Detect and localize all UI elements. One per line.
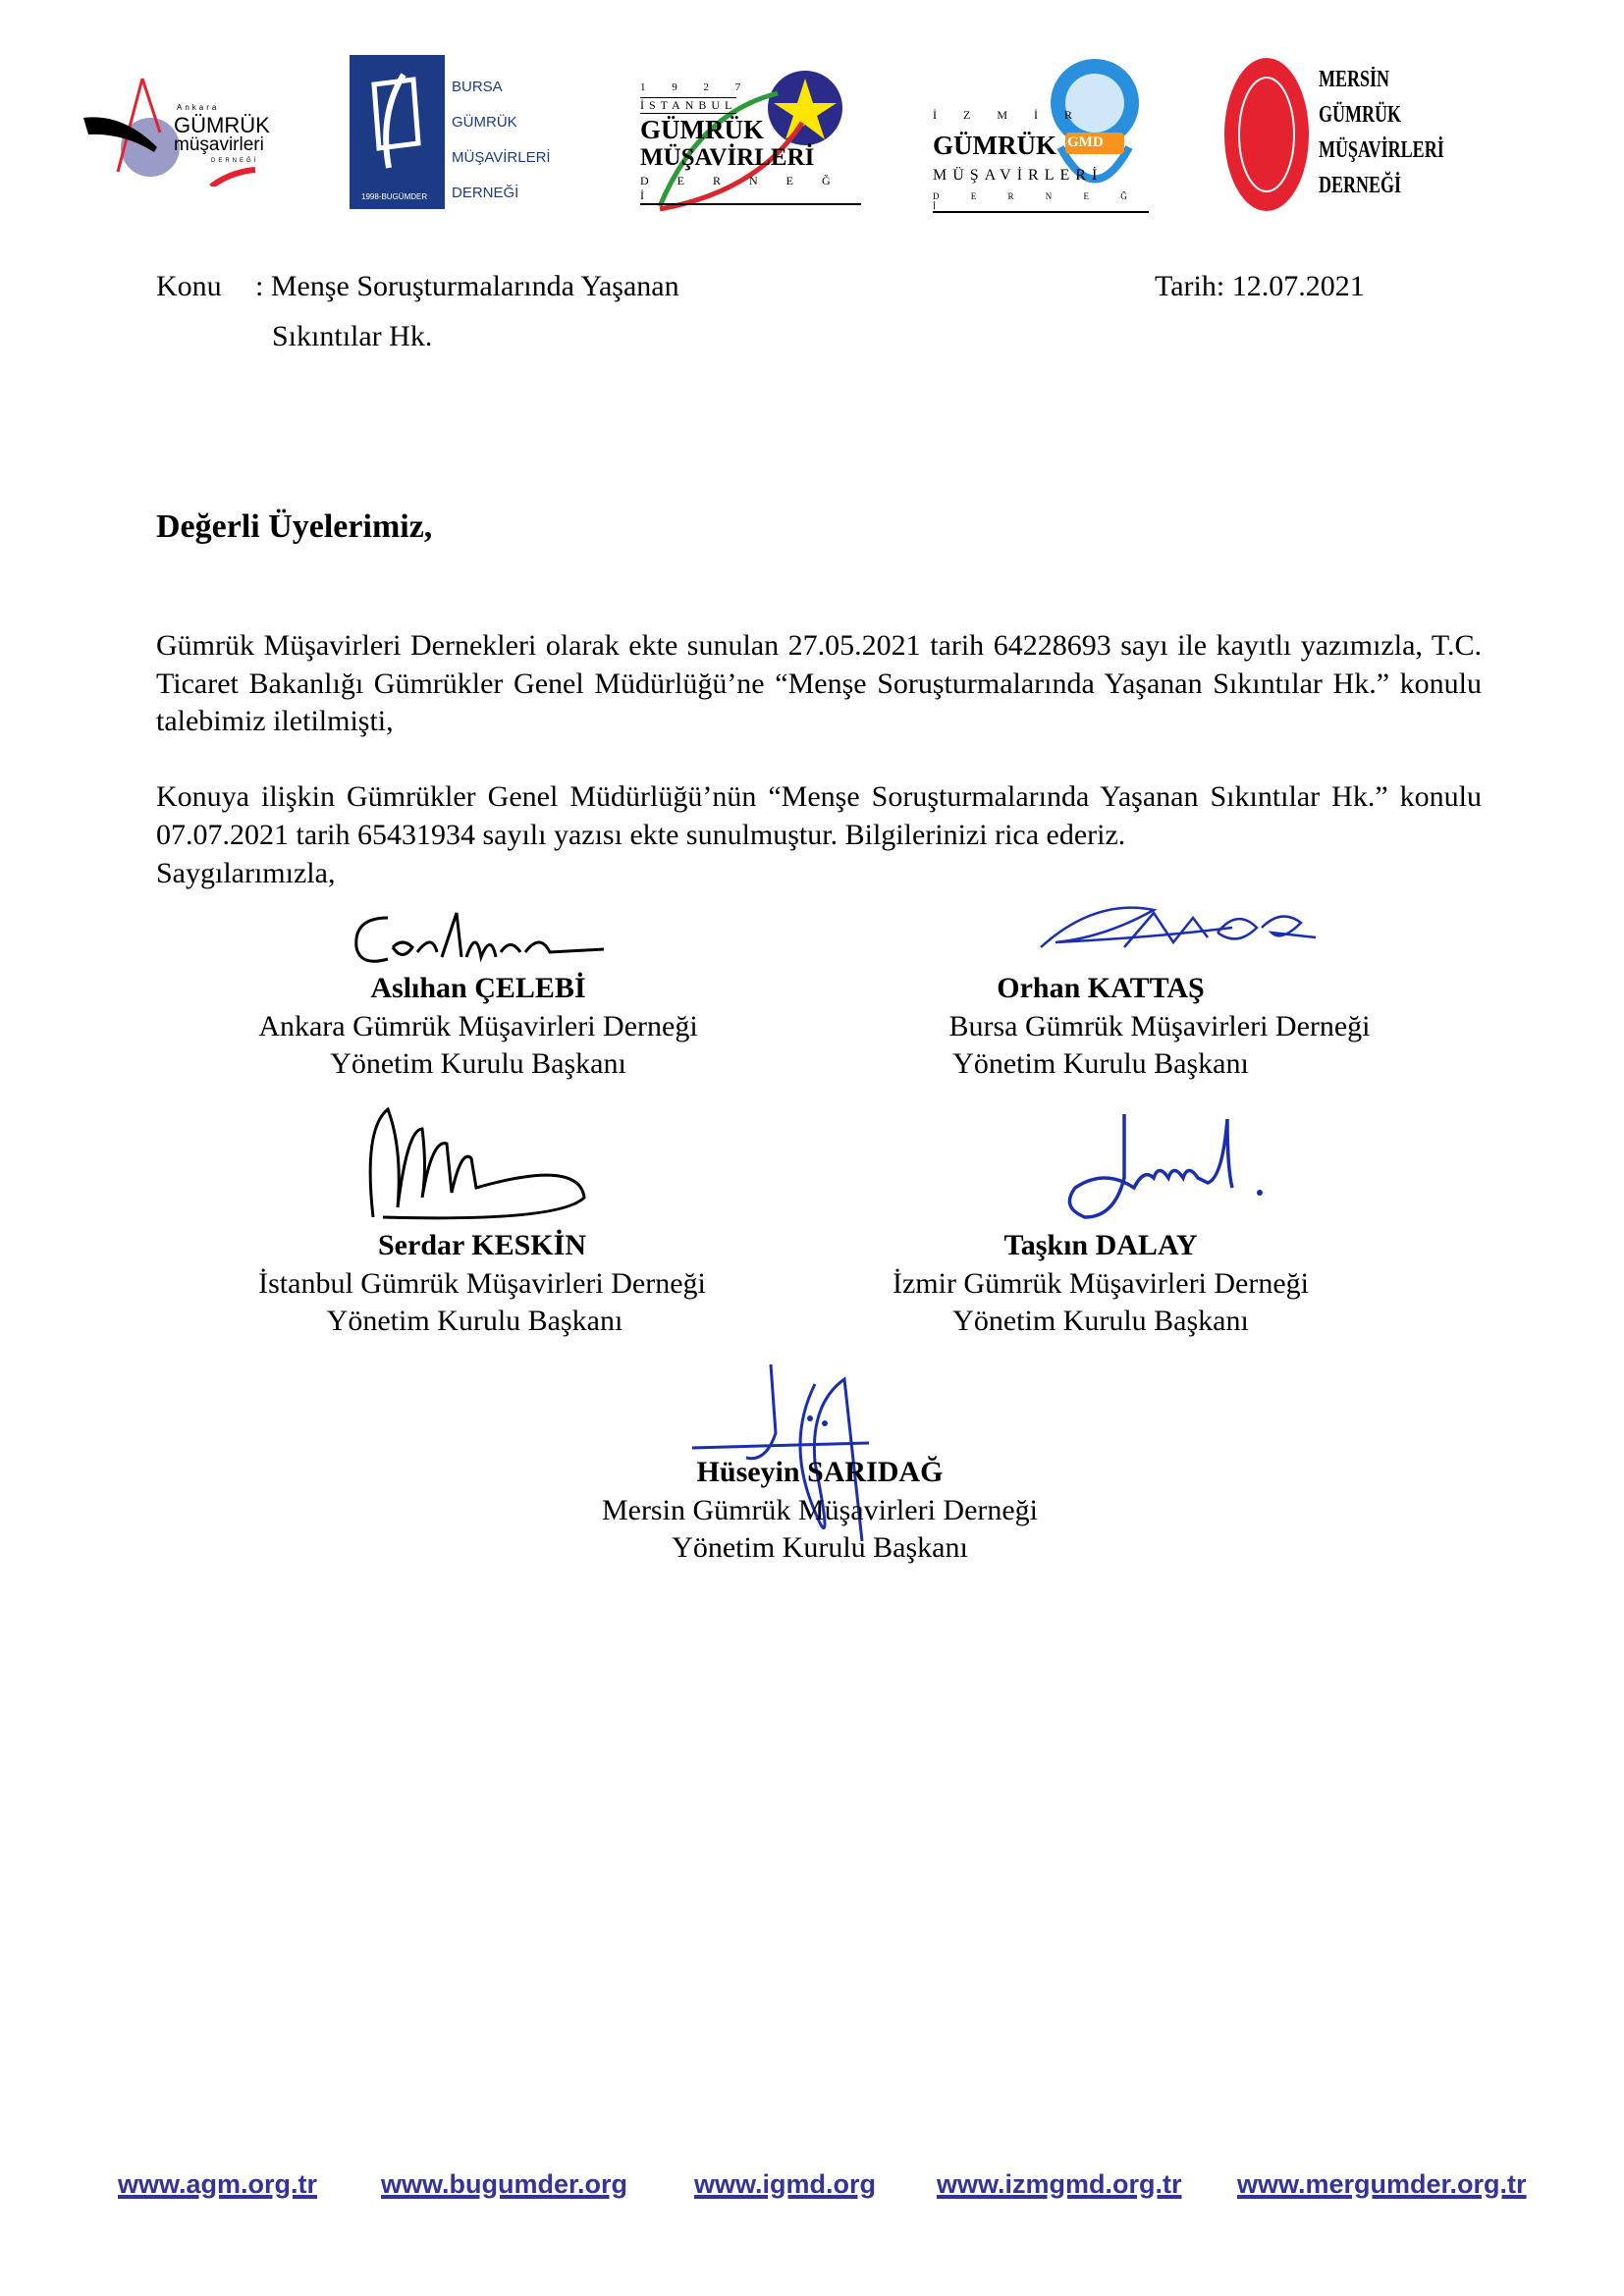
letter-date: Tarih: 12.07.2021 bbox=[1155, 270, 1365, 302]
signatory-keskin: Serdar KESKİN İstanbul Gümrük Müşavirleri Derneği Yönetim Kurulu Başkanı bbox=[258, 1229, 706, 1337]
signature-keskin bbox=[363, 1099, 589, 1227]
footer-link-agm[interactable]: www.agm.org.tr bbox=[118, 2169, 318, 2199]
paragraph-2: Konuya ilişkin Gümrükler Genel Müdürlüğü’nün “Menşe Soruşturmalarında Yaşanan Sıkıntılar Hk.” konulu 07.07.2021 tarih 65431934 sayılı yazısı ekte sunulmuştur. Bilgilerinizi rica ederiz. bbox=[156, 780, 1482, 851]
signatory-dalay: Taşkın DALAY İzmir Gümrük Müşavirleri Derneği Yönetim Kurulu Başkanı bbox=[892, 1229, 1310, 1337]
signature-celebi bbox=[349, 908, 614, 977]
paragraph-1: Gümrük Müşavirleri Dernekleri olarak ekte sunulan 27.05.2021 tarih 64228693 sayı ile kayıtlı yazımızla, T.C. Ticaret Bakanlığı Gümrükler Genel Müdürlüğü’ne “Menşe Soruşturmalarında Yaşanan Sıkıntılar Hk.” konulu talebimiz iletilmişti, bbox=[156, 629, 1482, 737]
bursa-emblem-icon bbox=[350, 55, 445, 183]
footer-link-igmd[interactable]: www.igmd.org bbox=[694, 2169, 876, 2199]
subject-line-2: Sıkıntılar Hk. bbox=[272, 320, 433, 352]
closing: Saygılarımızla, bbox=[156, 857, 336, 889]
signature-kattas bbox=[1036, 898, 1321, 967]
subject-line-1: : Menşe Soruşturmalarında Yaşanan bbox=[255, 270, 679, 302]
signatory-saridag: Hüseyin SARIDAĞ Mersin Gümrük Müşavirleri Derneği Yönetim Kurulu Başkanı bbox=[601, 1456, 1039, 1564]
signatory-kattas: Orhan KATTAŞ Bursa Gümrük Müşavirleri Derneği Yönetim Kurulu Başkanı bbox=[948, 972, 1371, 1080]
mersin-logo: MERSİN GÜMRÜK MÜŞAVİRLERİ DERNEĞİ bbox=[1222, 54, 1463, 213]
izmir-globe-icon bbox=[1041, 54, 1149, 213]
ankara-logo: Ankara GÜMRÜK müşavirleri DERNEĞİ bbox=[83, 74, 280, 187]
bursa-logo: 1998-BUGÜMDER BURSA GÜMRÜK MÜŞAVİRLERİ DERNEĞİ bbox=[350, 55, 546, 209]
signatory-celebi: Aslıhan ÇELEBİ Ankara Gümrük Müşavirleri Derneği Yönetim Kurulu Başkanı bbox=[258, 972, 698, 1080]
istanbul-logo: 1 9 2 7 İSTANBUL GÜMRÜK MÜŞAVİRLERİ D E R N E Ğ İ bbox=[640, 54, 861, 211]
footer-link-izmgmd[interactable]: www.izmgmd.org.tr bbox=[937, 2169, 1182, 2199]
greeting: Değerli Üyelerimiz, bbox=[156, 508, 433, 545]
subject-label: Konu bbox=[156, 270, 222, 302]
footer-link-mergumder[interactable]: www.mergumder.org.tr bbox=[1237, 2169, 1527, 2199]
izmir-logo: GMD İ Z M İ R GÜMRÜK MÜŞAVİRLERİ D E R N E Ğ İ bbox=[933, 54, 1149, 213]
signature-dalay bbox=[1065, 1109, 1272, 1227]
mersin-seal-icon bbox=[1222, 56, 1311, 213]
footer-link-bugumder[interactable]: www.bugumder.org bbox=[381, 2169, 628, 2199]
